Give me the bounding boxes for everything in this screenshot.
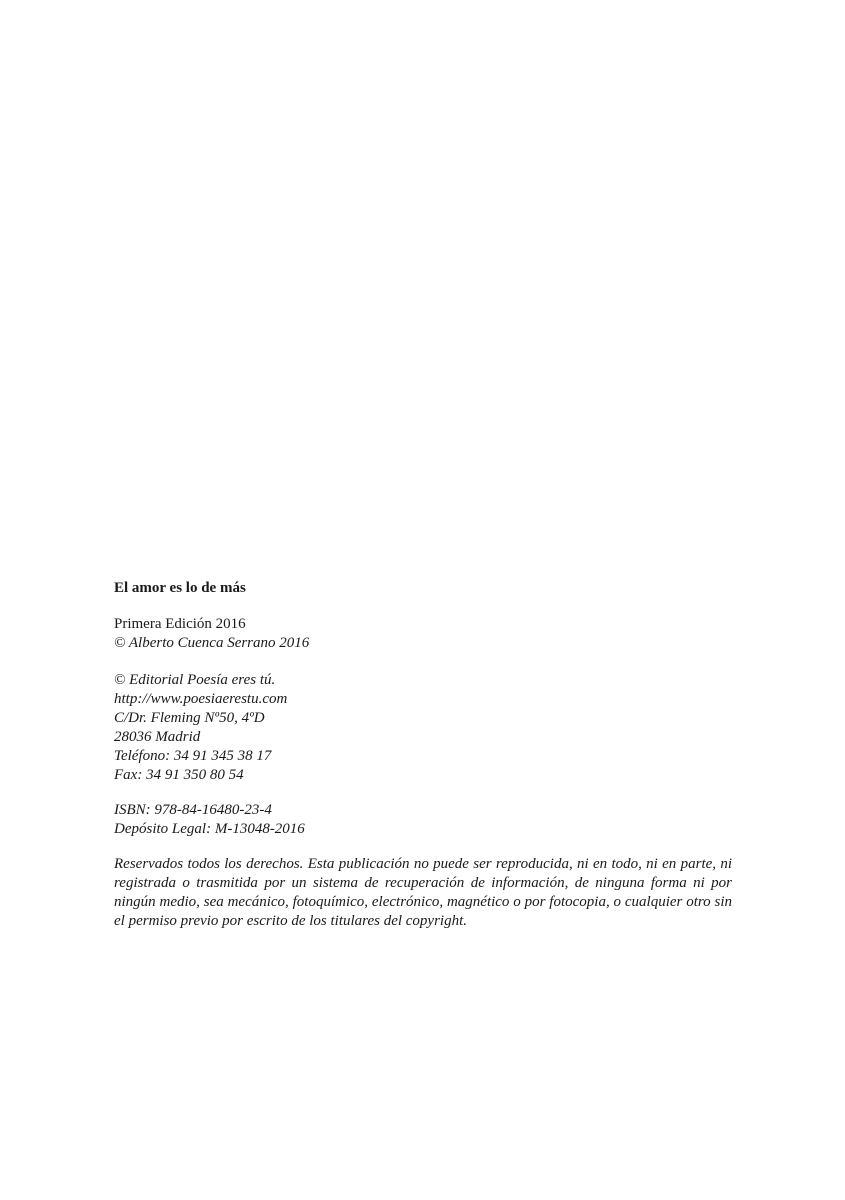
legal-block	[114, 801, 732, 839]
publisher-copyright: © Editorial Poesía eres tú.	[114, 672, 276, 688]
legal-deposit: Depósito Legal: M-13048-2016	[114, 821, 305, 837]
publisher-fax: Fax: 34 91 350 80 54	[114, 767, 244, 783]
publisher-address: C/Dr. Fleming Nº50, 4ºD	[114, 710, 265, 726]
edition-block	[114, 615, 732, 653]
isbn: ISBN: 978-84-16480-23-4	[114, 802, 272, 818]
edition-line: Primera Edición 2016	[114, 616, 246, 632]
publisher-phone: Teléfono: 34 91 345 38 17	[114, 748, 272, 764]
publisher-website: http://www.poesiaerestu.com	[114, 691, 288, 707]
publisher-city: 28036 Madrid	[114, 729, 201, 745]
book-title: El amor es lo de más	[114, 580, 246, 596]
publisher-block	[114, 671, 732, 785]
rights-notice: Reservados todos los derechos. Esta publicación no puede ser reproducida, ni en todo, ni en parte, ni registrada o trasmitida por un sistema de recuperación de información, de ninguna forma ni por ningún medio, sea mecánico, fotoquímico, electrónico, magnético o por fotocopia, o cualquier otro sin el permiso previo por escrito de los titulares del copyright.	[114, 856, 732, 929]
author-copyright: © Alberto Cuenca Serrano 2016	[114, 635, 310, 651]
